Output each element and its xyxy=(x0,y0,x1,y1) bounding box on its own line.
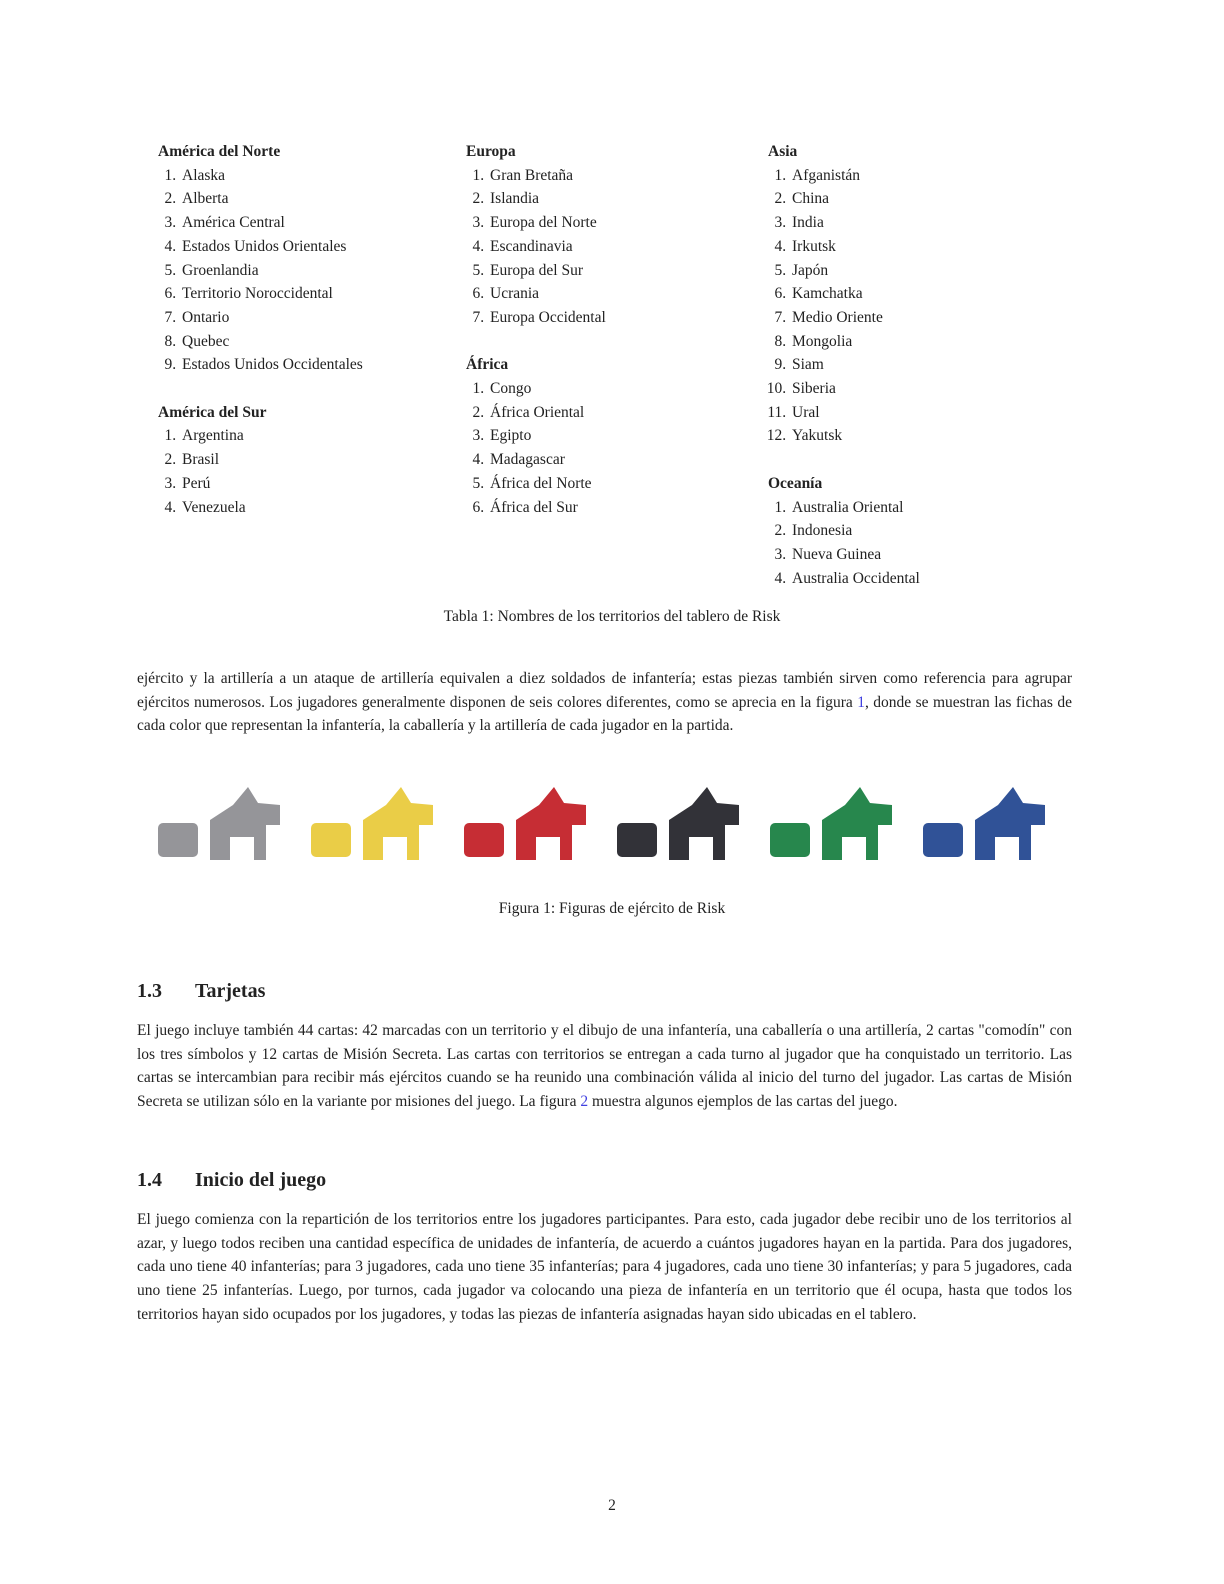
territory-item: 5. Europa del Sur xyxy=(488,259,606,283)
territory-item: 2. Islandia xyxy=(488,187,606,211)
territory-list xyxy=(768,164,920,448)
territory-item: 3. Egipto xyxy=(488,424,606,448)
territory-item: 6. África del Sur xyxy=(488,496,606,520)
cavalry-piece xyxy=(210,787,280,860)
section-title: Tarjetas xyxy=(195,980,266,1002)
infantry-piece xyxy=(464,823,504,857)
continent-heading: Asia xyxy=(768,143,798,160)
section-heading-inicio xyxy=(137,1169,326,1192)
intro-text-end: , donde se muestran las fichas de cada color que representan la infantería, la caballería y la artillería de cada jugador en la partida. xyxy=(137,693,1073,735)
army-piece-set xyxy=(148,775,293,875)
territory-item: 1. Congo xyxy=(488,377,606,401)
infantry-piece xyxy=(770,823,810,857)
territory-item: 2. China xyxy=(790,187,920,211)
section-number: 1.4 xyxy=(137,1169,162,1191)
cavalry-piece xyxy=(669,787,739,860)
territory-item: 2. Indonesia xyxy=(790,519,920,543)
territory-item: 4. Australia Occidental xyxy=(790,567,920,591)
territory-item: 6. Territorio Noroccidental xyxy=(180,282,363,306)
territory-item: 1. Australia Oriental xyxy=(790,496,920,520)
territory-item: 2. Alberta xyxy=(180,187,363,211)
army-piece-set xyxy=(607,775,752,875)
continent-heading: África xyxy=(466,356,509,374)
section-title: Inicio del juego xyxy=(195,1169,327,1191)
figure-reference-link[interactable]: 2 xyxy=(580,1093,589,1111)
table-column xyxy=(158,140,363,543)
territory-item: 4. Venezuela xyxy=(180,496,363,520)
section-heading-tarjetas xyxy=(137,980,265,1003)
territory-item: 9. Siam xyxy=(790,353,920,377)
territory-item: 5. Groenlandia xyxy=(180,259,363,283)
infantry-piece xyxy=(311,823,351,857)
table-caption: Tabla 1: Nombres de los territorios del tablero de Risk xyxy=(443,608,781,625)
territory-item: 4. Estados Unidos Orientales xyxy=(180,235,363,259)
territory-item: 5. Japón xyxy=(790,259,920,283)
territory-item: 3. Europa del Norte xyxy=(488,211,606,235)
territory-item: 6. Kamchatka xyxy=(790,282,920,306)
territory-item: 1. Alaska xyxy=(180,164,363,188)
territory-item: 3. India xyxy=(790,211,920,235)
cavalry-piece xyxy=(363,787,433,860)
territory-item: 8. Quebec xyxy=(180,330,363,354)
territory-list xyxy=(768,496,920,591)
territory-item: 11. Ural xyxy=(790,401,920,425)
cavalry-piece xyxy=(516,787,586,860)
territory-item: 3. América Central xyxy=(180,211,363,235)
territory-item: 7. Europa Occidental xyxy=(488,306,606,330)
cavalry-piece xyxy=(822,787,892,860)
continent-heading: Europa xyxy=(466,143,516,160)
territory-item: 7. Medio Oriente xyxy=(790,306,920,330)
table-column xyxy=(466,140,606,543)
army-pieces-figure xyxy=(148,775,1058,875)
territory-item: 1. Gran Bretaña xyxy=(488,164,606,188)
territory-item: 4. Escandinavia xyxy=(488,235,606,259)
figure-caption: Figura 1: Figuras de ejército de Risk xyxy=(498,900,726,917)
territory-item: 1. Afganistán xyxy=(790,164,920,188)
territory-item: 3. Nueva Guinea xyxy=(790,543,920,567)
infantry-piece xyxy=(158,823,198,857)
figure-reference-link[interactable]: 1 xyxy=(857,693,865,711)
territory-item: 6. Ucrania xyxy=(488,282,606,306)
territory-item: 4. Irkutsk xyxy=(790,235,920,259)
territory-item: 5. África del Norte xyxy=(488,472,606,496)
infantry-piece xyxy=(617,823,657,857)
territory-item: 1. Argentina xyxy=(180,424,363,448)
section-paragraph-tarjetas xyxy=(137,1019,1072,1114)
intro-text: ejército y la artillería a un ataque de artillería equivalen a diez soldados de infantería; estas piezas también sirven como referencia para agrupar ejércitos numerosos. Los jugadores generalmente disponen de seis colores diferentes, como se aprecia en la figura xyxy=(137,670,1072,711)
section-paragraph-inicio: El juego comienza con la repartición de los territorios entre los jugadores participantes. Para esto, cada jugador debe recibir uno de los territorios al azar, y luego todos reciben una cantidad específica de unidades de infantería, de acuerdo a cuántos jugadores hayan en la partida. Para dos jugadores, cada uno tiene 40 infanterías; para 3 jugadores, cada uno tiene 35 infanterías; para 4 jugadores, cada uno tiene 30 infanterías; y para 5 jugadores, cada uno tiene 25 infanterías. Luego, por turnos, cada jugador va colocando una pieza de infantería en un territorio que él ocupa, hasta que todos los territorios hayan sido ocupados por los jugadores, y todas las piezas de infantería asignadas hayan sido ubicadas en el tablero. xyxy=(137,1211,1072,1323)
territory-item: 9. Estados Unidos Occidentales xyxy=(180,353,363,377)
territory-item: 4. Madagascar xyxy=(488,448,606,472)
table-column xyxy=(768,140,920,614)
territory-list xyxy=(158,424,363,519)
territory-list xyxy=(466,377,606,519)
territory-item: 12. Yakutsk xyxy=(790,424,920,448)
territory-item: 3. Perú xyxy=(180,472,363,496)
intro-paragraph xyxy=(137,667,1072,738)
territory-item: 2. África Oriental xyxy=(488,401,606,425)
cavalry-piece xyxy=(975,787,1045,860)
territory-item: 10. Siberia xyxy=(790,377,920,401)
page-number: 2 xyxy=(608,1497,616,1514)
territory-list xyxy=(158,164,363,377)
section-number: 1.3 xyxy=(137,980,162,1002)
continent-heading: América del Sur xyxy=(158,403,267,421)
territory-list xyxy=(466,164,606,330)
army-piece-set xyxy=(760,775,905,875)
continent-heading: Oceanía xyxy=(768,474,823,492)
infantry-piece xyxy=(923,823,963,857)
army-piece-set xyxy=(454,775,599,875)
army-piece-set xyxy=(913,775,1058,875)
army-piece-set xyxy=(301,775,446,875)
continent-heading: América del Norte xyxy=(158,143,281,160)
paragraph-text: El juego incluye también 44 cartas: 42 marcadas con un territorio y el dibujo de una infantería, una caballería o una artillería, 2 cartas "comodín" con los tres símbolos y 12 cartas de Misión Secreta. Las cartas con territorios se entregan a cada turno al jugador que ha conquistado un territorio. Las cartas se intercambian para recibir más ejércitos cuando se ha reunido una combinación válida al inicio del turno del jugador. Las cartas de Misión Secreta se utilizan sólo en la variante por misiones del juego. La figura xyxy=(137,1022,1072,1111)
territory-item: 2. Brasil xyxy=(180,448,363,472)
territory-item: 8. Mongolia xyxy=(790,330,920,354)
territory-item: 7. Ontario xyxy=(180,306,363,330)
paragraph-text-end: muestra algunos ejemplos de las cartas del juego. xyxy=(588,1093,898,1111)
